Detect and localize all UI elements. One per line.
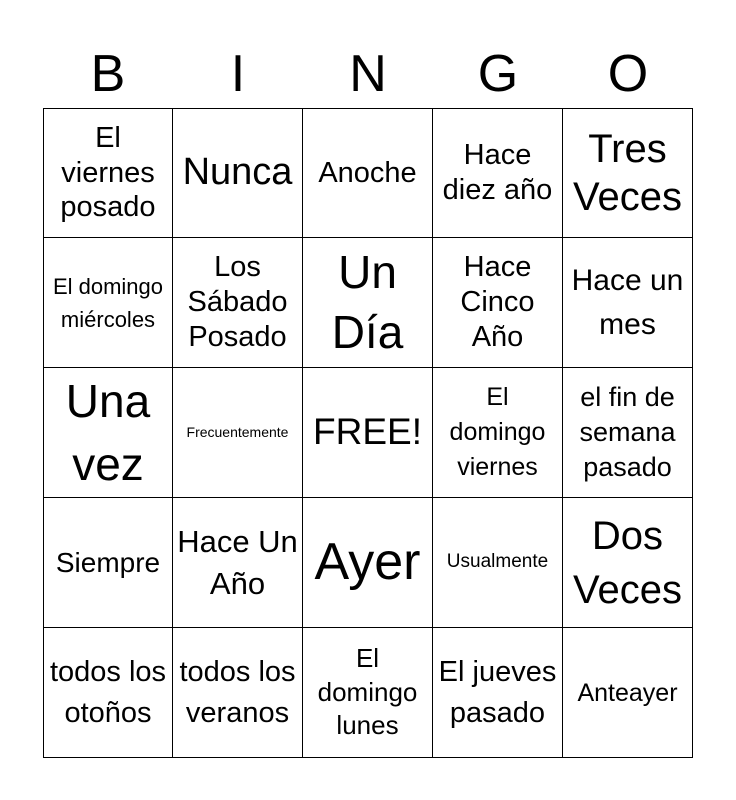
cell-label: todos los otoños — [49, 655, 167, 729]
bingo-cell[interactable] — [563, 108, 693, 238]
cell-label: Dos Veces — [573, 513, 682, 612]
cell-label: El domingo viernes — [449, 383, 546, 481]
cell-label: Anoche — [318, 156, 417, 189]
cell-label: el fin de semana pasado — [579, 381, 676, 483]
cell-label: Hace Un Año — [177, 523, 298, 601]
bingo-cell[interactable] — [173, 498, 303, 628]
header-letter-g: G — [477, 45, 519, 103]
bingo-cell[interactable] — [43, 368, 173, 498]
cell-label: Ayer — [314, 533, 421, 592]
bingo-cell[interactable] — [43, 498, 173, 628]
header-letter-n: N — [349, 45, 387, 103]
cell-label: FREE! — [313, 411, 422, 453]
cell-label: Hace Cinco Año — [460, 251, 535, 353]
bingo-cell[interactable] — [43, 238, 173, 368]
bingo-cell[interactable] — [303, 628, 433, 758]
bingo-cell[interactable] — [43, 628, 173, 758]
header-letter-o: O — [607, 45, 649, 103]
bingo-cell[interactable] — [433, 238, 563, 368]
bingo-cell[interactable] — [563, 498, 693, 628]
cell-label: Una vez — [65, 375, 151, 490]
cell-label: Anteayer — [577, 678, 678, 707]
header-letter-b: B — [90, 45, 126, 103]
cell-label: Frecuentemente — [186, 424, 289, 441]
bingo-cell[interactable] — [433, 628, 563, 758]
cell-label: todos los veranos — [179, 655, 296, 729]
bingo-cell[interactable] — [433, 498, 563, 628]
bingo-cell[interactable] — [563, 628, 693, 758]
bingo-cell[interactable] — [173, 108, 303, 238]
cell-label: El viernes posado — [60, 121, 156, 224]
bingo-cell[interactable] — [303, 238, 433, 368]
free-space[interactable] — [303, 368, 433, 498]
cell-label: Siempre — [55, 546, 161, 578]
cell-label: El domingo lunes — [317, 642, 418, 741]
bingo-board — [43, 108, 693, 758]
cell-label: Los Sábado Posado — [187, 251, 288, 353]
cell-label: Usualmente — [446, 551, 549, 573]
cell-label: El jueves pasado — [438, 655, 557, 729]
bingo-header — [43, 40, 693, 108]
bingo-cell[interactable] — [563, 368, 693, 498]
cell-label: El domingo miércoles — [52, 273, 164, 332]
cell-label: Hace un mes — [571, 264, 684, 341]
bingo-cell[interactable] — [563, 238, 693, 368]
bingo-cell[interactable] — [173, 628, 303, 758]
bingo-cell[interactable] — [173, 368, 303, 498]
cell-label: Hace diez año — [442, 139, 553, 206]
bingo-cell[interactable] — [303, 108, 433, 238]
bingo-cell[interactable] — [433, 368, 563, 498]
cell-label: Un Día — [331, 245, 404, 358]
bingo-cell[interactable] — [303, 498, 433, 628]
header-letter-i: I — [230, 45, 246, 103]
cell-label: Nunca — [182, 151, 293, 194]
bingo-cell[interactable] — [433, 108, 563, 238]
bingo-cell[interactable] — [43, 108, 173, 238]
cell-label: Tres Veces — [573, 127, 682, 219]
bingo-cell[interactable] — [173, 238, 303, 368]
